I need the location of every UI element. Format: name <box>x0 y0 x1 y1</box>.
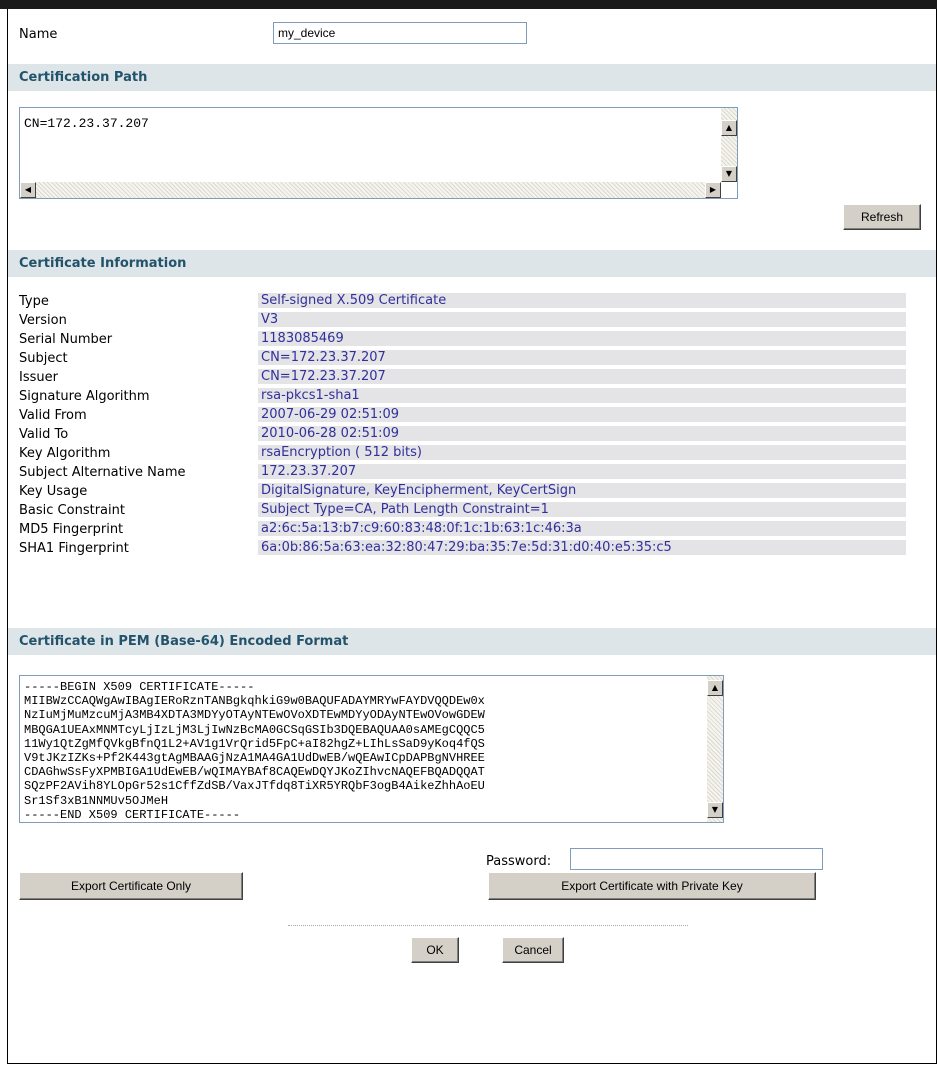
info-label: Valid From <box>19 408 87 423</box>
info-label: Key Algorithm <box>19 446 111 461</box>
pem-textarea[interactable] <box>19 675 724 823</box>
section-pem-format: Certificate in PEM (Base-64) Encoded Format <box>8 628 936 655</box>
info-row <box>8 483 908 500</box>
pem-line: 11Wy1QtZgMfQVkgBfnQ1L2+AV1g1VrQrid5FpC+aI82hgZ+LIhLsSaD9yKoq4fQS <box>24 736 485 751</box>
pem-line: MIIBWzCCAQWgAwIBAgIERoRznTANBgkqhkiG9w0BAQUFADAYMRYwFAYDVQQDEw0x <box>24 694 485 709</box>
info-value: rsaEncryption ( 512 bits) <box>258 445 906 460</box>
info-row <box>8 331 908 348</box>
ok-button[interactable]: OK <box>411 937 459 963</box>
info-value: CN=172.23.37.207 <box>258 369 906 384</box>
info-label: Version <box>19 313 67 328</box>
export-certificate-only-button[interactable]: Export Certificate Only <box>19 872 243 900</box>
name-label: Name <box>19 27 58 42</box>
scroll-up-icon[interactable]: ▲ <box>707 680 723 696</box>
password-input[interactable] <box>570 848 823 870</box>
info-label: Key Usage <box>19 484 88 499</box>
info-value: CN=172.23.37.207 <box>258 350 906 365</box>
section-certificate-information: Certificate Information <box>8 250 936 277</box>
info-value: Subject Type=CA, Path Length Constraint=1 <box>258 502 906 517</box>
footer-divider <box>288 925 688 926</box>
info-label: Serial Number <box>19 332 113 347</box>
info-value: 172.23.37.207 <box>258 464 906 479</box>
info-label: MD5 Fingerprint <box>19 522 124 537</box>
info-label: Type <box>19 294 49 309</box>
info-value: Self-signed X.509 Certificate <box>258 293 906 308</box>
info-row <box>8 540 908 557</box>
pem-line: Sr1Sf3xB1NNMUv5OJMeH <box>24 793 169 808</box>
pem-vertical-scrollbar[interactable] <box>707 676 723 822</box>
pem-line: -----BEGIN X509 CERTIFICATE----- <box>24 680 255 694</box>
info-value: 1183085469 <box>258 331 906 346</box>
info-row <box>8 464 908 481</box>
top-bar <box>0 0 937 9</box>
info-row <box>8 502 908 519</box>
path-horizontal-scrollbar[interactable] <box>20 182 721 198</box>
section-certification-path: Certification Path <box>8 64 936 91</box>
info-label: Valid To <box>19 427 69 442</box>
info-row <box>8 350 908 367</box>
info-row <box>8 426 908 443</box>
pem-line: NzIuMjMuMzcuMjA3MB4XDTA3MDYyOTAyNTEwOVoXDTEwMDYyODAyNTEwOVowGDEW <box>24 708 485 723</box>
info-label: Issuer <box>19 370 58 385</box>
info-row <box>8 293 908 310</box>
scroll-down-icon[interactable]: ▼ <box>707 802 723 818</box>
info-value: a2:6c:5a:13:b7:c9:60:83:48:0f:1c:1b:63:1c:46:3a <box>258 521 906 536</box>
pem-line: V9tJKzIZKs+Pf2K443gtAgMBAAGjNzA1MA4GA1UdDwEB/wQEAwICpDAPBgNVHREE <box>24 751 485 766</box>
info-label: Subject <box>19 351 68 366</box>
info-label: Subject Alternative Name <box>19 465 186 480</box>
info-value: 2010-06-28 02:51:09 <box>258 426 906 441</box>
cancel-button[interactable]: Cancel <box>502 937 564 963</box>
export-certificate-with-private-key-button[interactable]: Export Certificate with Private Key <box>488 872 816 900</box>
info-label: Basic Constraint <box>19 503 125 518</box>
info-row <box>8 388 908 405</box>
scroll-left-icon[interactable]: ◀ <box>20 182 36 198</box>
info-row <box>8 521 908 538</box>
certificate-panel <box>7 9 937 1064</box>
pem-line: -----END X509 CERTIFICATE----- <box>24 807 241 822</box>
password-label: Password: <box>486 854 552 869</box>
info-value: DigitalSignature, KeyEncipherment, KeyCertSign <box>258 483 906 498</box>
scroll-down-icon[interactable]: ▼ <box>721 166 737 182</box>
scroll-right-icon[interactable]: ▶ <box>705 182 721 198</box>
info-label: Signature Algorithm <box>19 389 150 404</box>
info-value: 6a:0b:86:5a:63:ea:32:80:47:29:ba:35:7e:5d:31:d0:40:e5:35:c5 <box>258 540 906 555</box>
name-input[interactable]: my_device <box>273 22 527 44</box>
info-label: SHA1 Fingerprint <box>19 541 129 556</box>
path-vertical-scrollbar[interactable] <box>721 108 737 182</box>
info-row <box>8 445 908 462</box>
pem-line: MBQGA1UEAxMNMTcyLjIzLjM3LjIwNzBcMA0GCSqGSIb3DQEBAQUAA0sAMEgCQQC5 <box>24 722 485 737</box>
certification-path-box[interactable] <box>19 107 738 199</box>
info-row <box>8 407 908 424</box>
refresh-button[interactable]: Refresh <box>843 204 921 230</box>
pem-line: SQzPF2AVih8YLOpGr52s1CffZdSB/VaxJTfdq8TiXR5YRQbF3ogB4AikeZhhAoEU <box>24 779 485 794</box>
certificate-info-table <box>8 293 936 623</box>
pem-text <box>24 680 485 822</box>
info-value: V3 <box>258 312 906 327</box>
info-row <box>8 312 908 329</box>
certification-path-value: CN=172.23.37.207 <box>24 116 149 131</box>
info-row <box>8 369 908 386</box>
scroll-up-icon[interactable]: ▲ <box>721 120 737 136</box>
info-value: rsa-pkcs1-sha1 <box>258 388 906 403</box>
info-value: 2007-06-29 02:51:09 <box>258 407 906 422</box>
pem-line: CDAGhwSsFyXPMBIGA1UdEwEB/wQIMAYBAf8CAQEwDQYJKoZIhvcNAQEFBQADQQAT <box>24 765 485 780</box>
